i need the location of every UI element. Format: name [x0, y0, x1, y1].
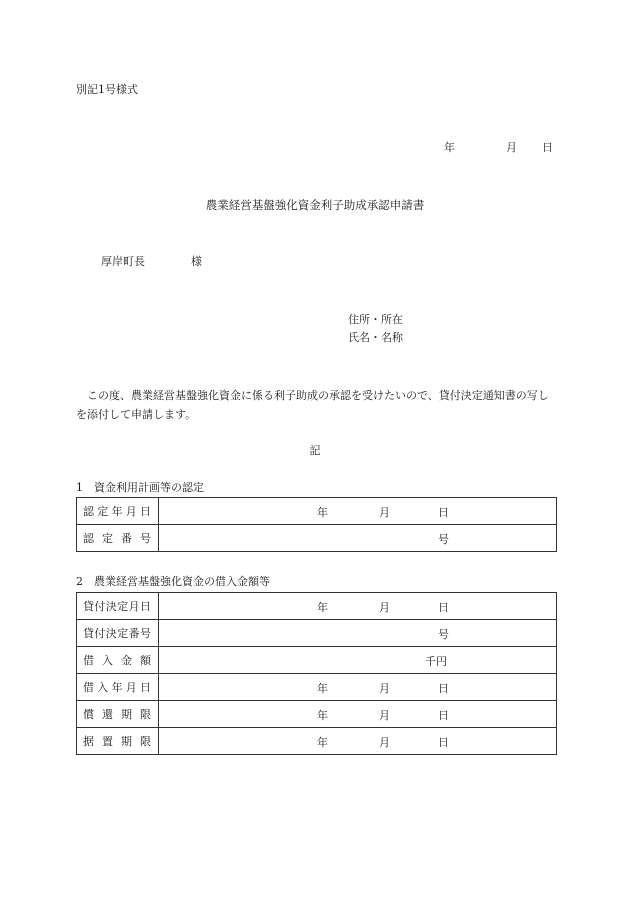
section2-table: [76, 592, 557, 755]
year-unit: 年: [317, 506, 328, 519]
year-unit: 年: [317, 682, 328, 695]
date-day: 日: [542, 141, 553, 154]
row-label: 据置期限: [77, 728, 159, 755]
month-unit: 月: [379, 601, 390, 614]
table-row: [77, 593, 557, 620]
table-row: [77, 674, 557, 701]
row-value: [159, 701, 557, 728]
month-unit: 月: [379, 682, 390, 695]
date-month: 月: [506, 141, 517, 154]
addressee-name: 厚岸町長: [101, 255, 145, 268]
form-number: 別記1号様式: [76, 83, 138, 96]
addressee-honorific: 様: [191, 255, 202, 268]
row-value: [159, 525, 557, 552]
body-text: この度、農業経営基盤強化資金に係る利子助成の承認を受けたいので、貸付決定通知書の写しを添付して申請します。: [76, 389, 549, 421]
row-label: 認定年月日: [77, 498, 159, 525]
number-suffix: 号: [438, 628, 449, 641]
row-value: [159, 728, 557, 755]
year-unit: 年: [317, 601, 328, 614]
month-unit: 月: [379, 709, 390, 722]
table-row: [77, 620, 557, 647]
row-value: [159, 674, 557, 701]
section1-table: [76, 497, 557, 552]
applicant-block: [348, 311, 403, 347]
row-label: 償還期限: [77, 701, 159, 728]
ki-heading: 記: [309, 444, 321, 457]
row-value: [159, 498, 557, 525]
row-label: 借入年月日: [77, 674, 159, 701]
row-label: 借入金額: [77, 647, 159, 674]
amount-unit: 千円: [425, 655, 447, 668]
table-row: [77, 498, 557, 525]
addressee: [101, 255, 202, 269]
year-unit: 年: [317, 709, 328, 722]
applicant-address-label: 住所・所在: [348, 313, 403, 326]
month-unit: 月: [379, 506, 390, 519]
day-unit: 日: [438, 682, 449, 695]
row-value: [159, 647, 557, 674]
number-suffix: 号: [438, 533, 449, 546]
date-year: 年: [444, 141, 455, 154]
table-row: [77, 728, 557, 755]
row-label: 貸付決定番号: [77, 620, 159, 647]
day-unit: 日: [438, 506, 449, 519]
year-unit: 年: [317, 736, 328, 749]
row-label: 貸付決定月日: [77, 593, 159, 620]
day-unit: 日: [438, 709, 449, 722]
document-title: 農業経営基盤強化資金利子助成承認申請書: [205, 198, 425, 212]
row-value: [159, 593, 557, 620]
section2-heading: 2 農業経営基盤強化資金の借入金額等: [76, 575, 270, 588]
table-row: [77, 525, 557, 552]
section1-heading: 1 資金利用計画等の認定: [76, 481, 204, 494]
day-unit: 日: [438, 601, 449, 614]
month-unit: 月: [379, 736, 390, 749]
day-unit: 日: [438, 736, 449, 749]
applicant-name-label: 氏名・名称: [348, 331, 403, 344]
table-row: [77, 701, 557, 728]
row-label: 認定番号: [77, 525, 159, 552]
table-row: [77, 647, 557, 674]
row-value: [159, 620, 557, 647]
application-date: [444, 141, 553, 155]
